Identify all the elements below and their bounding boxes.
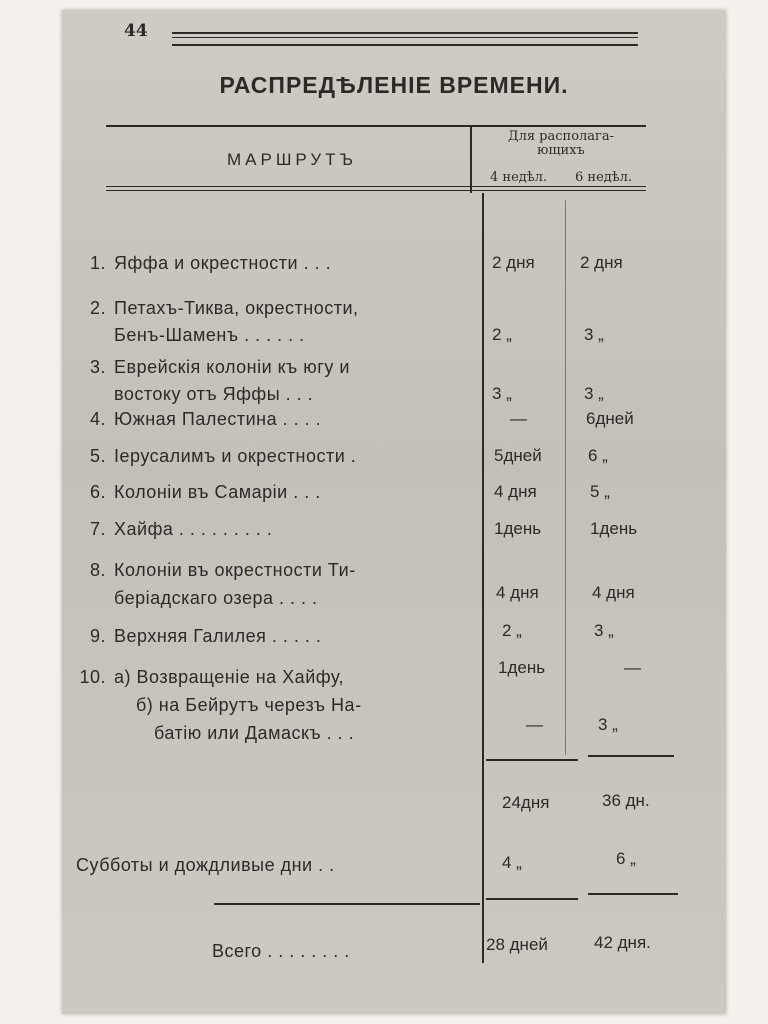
total-label: Всего . . . . . . . . [212, 941, 350, 961]
table-row: 10. а) Возвращеніе на Хайфу, [79, 667, 345, 687]
table-cell: 5дней [494, 446, 542, 465]
table-cell: 2 дня [492, 253, 535, 272]
header-col-4-weeks: 4 недѣл. [490, 170, 547, 185]
table-row-continuation: востоку отъ Яффы . . . [114, 384, 314, 404]
table-row: 7. Хайфа . . . . . . . . . [89, 519, 273, 539]
header-available: Для располага- ющихъ [508, 129, 614, 158]
table-row: 3. Еврейскія колоніи къ югу и [89, 357, 350, 377]
table-cell: — [510, 409, 527, 428]
table-cell: 2 „ [492, 325, 512, 344]
table-cell: 2 „ [502, 621, 522, 640]
table-row-continuation: Бенъ-Шаменъ . . . . . . [114, 325, 305, 345]
table-row: 4. Южная Палестина . . . . [89, 409, 322, 429]
header-col-6-weeks: 6 недѣл. [575, 170, 632, 185]
table-row-continuation: беріадскаго озера . . . . [114, 588, 318, 608]
total-rule [588, 893, 678, 895]
table-top-rule [106, 125, 646, 127]
table-cell: 6дней [586, 409, 634, 428]
table-cell: 1день [498, 658, 546, 677]
saturdays-6-weeks: 6 „ [616, 849, 636, 868]
subtotal-rule [588, 755, 674, 757]
table-row: 1. Яффа и окрестности . . . [89, 253, 332, 273]
column-divider [565, 200, 566, 755]
total-4-weeks: 28 дней [486, 935, 548, 954]
table-row: 8. Колоніи въ окрестности Ти- [89, 560, 356, 580]
page-number: 44 [124, 21, 148, 41]
column-divider [482, 193, 484, 963]
total-rule [214, 903, 480, 905]
table-cell: 4 дня [496, 583, 539, 602]
table-row-continuation: б) на Бейрутъ черезъ На- [136, 695, 362, 715]
table-row-continuation: батію или Дамаскъ . . . [154, 723, 355, 743]
table-cell: 3 „ [492, 384, 512, 403]
subtotal-4-weeks: 24дня [502, 793, 550, 812]
table-cell: 3 „ [598, 715, 618, 734]
table-cell: — [526, 715, 543, 734]
table-cell: 6 „ [588, 446, 608, 465]
table-cell: 3 „ [584, 325, 604, 344]
table-row: 6. Колоніи въ Самаріи . . . [89, 482, 321, 502]
table-cell: 2 дня [580, 253, 623, 272]
header-bottom-rule [106, 186, 646, 187]
subtotal-rule [486, 759, 578, 761]
header-rule [172, 32, 638, 34]
table-cell: — [624, 658, 641, 677]
total-6-weeks: 42 дня. [594, 933, 651, 952]
table-cell: 1день [590, 519, 638, 538]
table-cell: 3 „ [594, 621, 614, 640]
table-cell: 4 дня [592, 583, 635, 602]
table-cell: 3 „ [584, 384, 604, 403]
header-bottom-rule [106, 190, 646, 191]
saturdays-4-weeks: 4 „ [502, 853, 522, 872]
total-rule [486, 898, 578, 900]
subtotal-6-weeks: 36 дн. [602, 791, 650, 810]
table-cell: 1день [494, 519, 542, 538]
header-rule [172, 44, 638, 46]
book-page [62, 10, 726, 1014]
table-cell: 5 „ [590, 482, 610, 501]
table-row: 9. Верхняя Галилея . . . . . [89, 626, 322, 646]
table-row: 5. Іерусалимъ и окрестности . [89, 446, 357, 466]
saturdays-label: Субботы и дождливые дни . . [76, 855, 335, 875]
header-rule [172, 37, 638, 38]
table-row: 2. Петахъ-Тиква, окрестности, [89, 298, 359, 318]
table-cell: 4 дня [494, 482, 537, 501]
page-title: РАСПРЕДѢЛЕНІЕ ВРЕМЕНИ. [219, 72, 569, 98]
header-route: МАРШРУТЪ [226, 150, 358, 169]
